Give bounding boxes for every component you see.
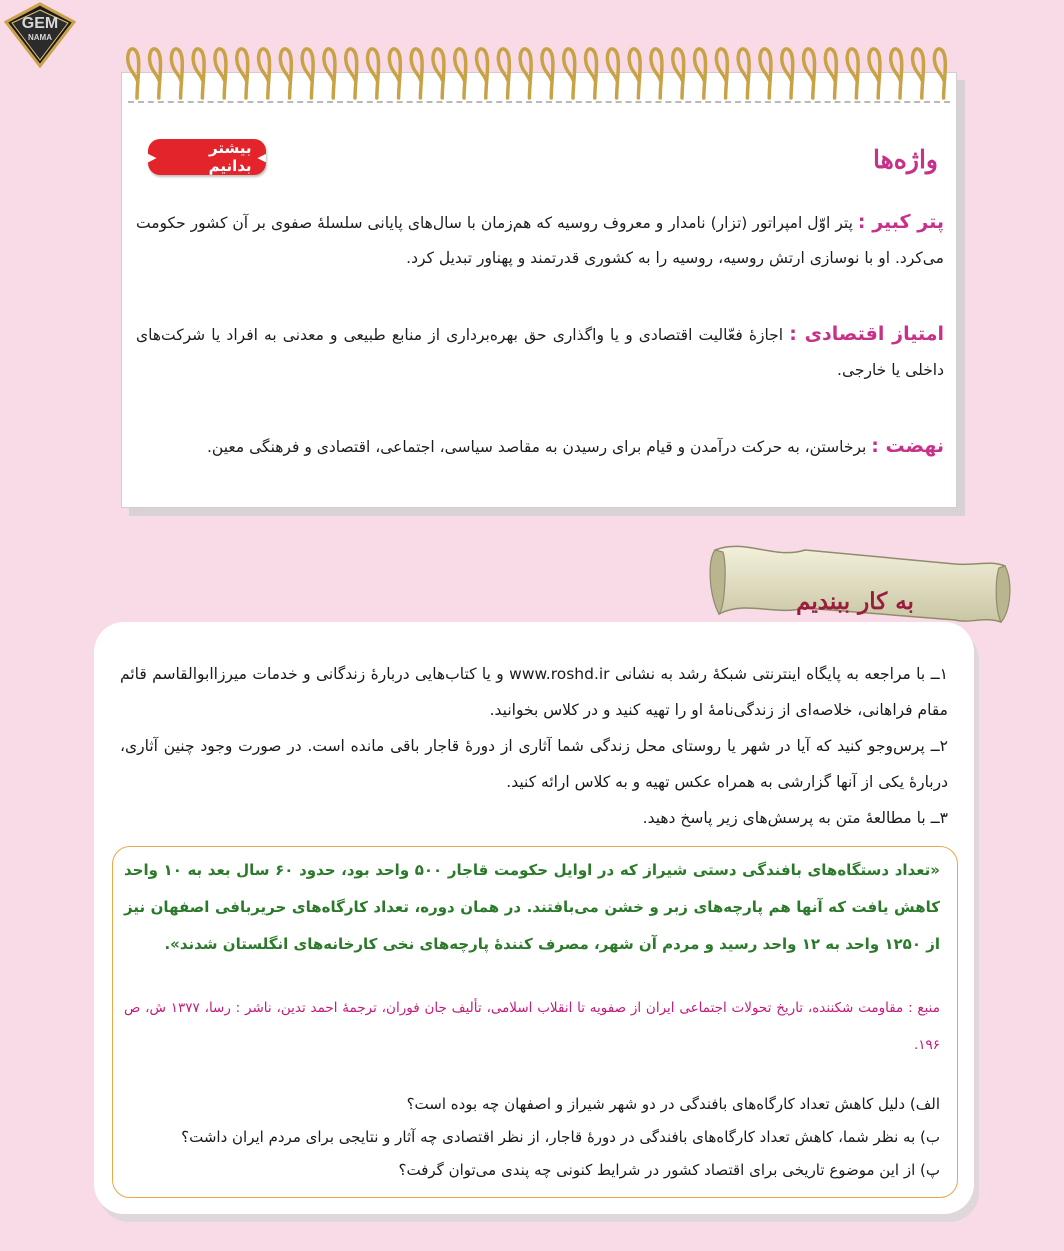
spiral-ring — [498, 49, 509, 98]
activity-item: ۳ــ با مطالعهٔ متن به پرسش‌های زیر پاسخ دهید. — [642, 809, 948, 827]
badge-left-arrow-icon: ▶ — [148, 150, 157, 164]
spiral-ring — [520, 49, 531, 98]
glossary-term: امتیاز اقتصادی : — [789, 323, 944, 345]
spiral-ring — [869, 49, 880, 98]
spiral-ring — [477, 49, 488, 98]
activity-list — [120, 656, 948, 836]
question-item: ب) به نظر شما، کاهش تعداد کارگاه‌های بافندگی در دورهٔ قاجار، از نظر اقتصادی چه آثار و نتایجی برای مردم ایران داشت؟ — [181, 1128, 940, 1146]
learn-more-label: بیشتر بدانیم — [208, 139, 252, 175]
spiral-ring — [586, 49, 597, 98]
gem-nama-logo — [4, 2, 76, 68]
question-item: پ) از این موضوع تاریخی برای اقتصاد کشور در شرایط کنونی چه پندی می‌توان گرفت؟ — [398, 1161, 940, 1179]
glossary-term: پتر کبیر : — [857, 211, 945, 233]
spiral-ring — [760, 49, 771, 98]
spiral-ring — [695, 49, 706, 98]
spiral-ring — [782, 49, 793, 98]
learn-more-badge — [148, 139, 266, 175]
spiral-ring — [237, 49, 248, 98]
spiral-ring — [825, 49, 836, 98]
glossary-entry — [136, 317, 944, 388]
spiral-ring — [804, 49, 815, 98]
spiral-ring — [411, 49, 422, 98]
spiral-ring — [128, 49, 139, 98]
quote-source: منبع : مقاومت شکننده، تاریخ تحولات اجتماعی ایران از صفویه تا انقلاب اسلامی، تألیف جان فوران، ترجمهٔ احمد تدین، ناشر : رسا، ۱۳۷۷ ش، ص ۱۹۶. — [124, 1000, 940, 1053]
spiral-ring — [215, 49, 226, 98]
spiral-ring — [389, 49, 400, 98]
spiral-ring — [324, 49, 335, 98]
spiral-ring — [913, 49, 924, 98]
spiral-ring — [564, 49, 575, 98]
spiral-ring — [433, 49, 444, 98]
spiral-ring — [346, 49, 357, 98]
spiral-ring — [542, 49, 553, 98]
spiral-ring — [171, 49, 182, 98]
activities-banner-title: به کار ببندیم — [796, 588, 914, 615]
activity-item: ۱ــ با مراجعه به پایگاه اینترنتی شبکهٔ رشد به نشانی www.roshd.ir و یا کتاب‌هایی دربارهٔ زندگانی و خدمات میرزاابوالقاسم قائم مقام فراهانی، خلاصه‌ای از زندگی‌نامهٔ او را تهیه کنید و در کلاس بخوانید. — [120, 665, 948, 719]
glossary-definition: برخاستن، به حرکت درآمدن و قیام برای رسیدن به مقاصد سیاسی، اجتماعی، اقتصادی و فرهنگی معین. — [206, 438, 867, 456]
spiral-ring — [280, 49, 291, 98]
spiral-ring — [455, 49, 466, 98]
glossary-entry — [136, 205, 944, 276]
spiral-ring — [629, 49, 640, 98]
question-list — [124, 1088, 940, 1187]
glossary-notebook — [121, 72, 957, 508]
badge-right-arrow-icon: ◀ — [257, 150, 266, 164]
spiral-ring — [847, 49, 858, 98]
glossary-term: نهضت : — [871, 435, 944, 457]
spiral-ring — [738, 49, 749, 98]
logo-top-text: GEM — [21, 15, 59, 32]
spiral-ring — [716, 49, 727, 98]
spiral-ring — [193, 49, 204, 98]
glossary-definition: اجازهٔ فعّالیت اقتصادی و یا واگذاری حق بهره‌برداری از منابع طبیعی و معدنی به افراد یا شرکت‌های داخلی یا خارجی. — [136, 326, 944, 379]
glossary-entry — [136, 429, 944, 465]
spiral-ring — [607, 49, 618, 98]
question-item: الف) دلیل کاهش تعداد کارگاه‌های بافندگی در دو شهر شیراز و اصفهان چه بوده است؟ — [406, 1095, 940, 1113]
logo-bottom-text: NAMA — [28, 33, 52, 42]
glossary-definition: پتر اوّل امپراتور (تزار) نامدار و معروف روسیه که هم‌زمان با سال‌های پایانی سلسلهٔ صفوی بر آن کشور حکومت می‌کرد. او با نوسازی ارتش روسیه، روسیه را به کشوری قدرتمند و پهناور تبدیل کرد. — [136, 214, 944, 267]
spiral-ring — [673, 49, 684, 98]
spiral-ring — [302, 49, 313, 98]
spiral-ring — [259, 49, 270, 98]
spiral-binding — [118, 36, 960, 116]
spiral-ring — [150, 49, 161, 98]
spiral-ring — [891, 49, 902, 98]
glossary-title: واژه‌ها — [873, 145, 938, 174]
spiral-ring — [934, 49, 945, 98]
spiral-ring — [651, 49, 662, 98]
activity-item: ۲ــ پرس‌وجو کنید که آیا در شهر یا روستای محل زندگی شما آثاری از دورهٔ قاجار باقی مانده است. در صورت وجود چنین آثاری، دربارهٔ یکی از آنها گزارشی به همراه عکس تهیه و به کلاس ارائه کنید. — [120, 737, 948, 791]
quote-text: «تعداد دستگاه‌های بافندگی دستی شیراز که در اوایل حکومت قاجار ۵۰۰ واحد بود، حدود ۶۰ سال بعد به ۱۰ واحد کاهش یافت که آنها هم پارچه‌های زبر و خشن می‌بافتند. در همان دوره، تعداد کارگاه‌های حریربافی اصفهان نیز از ۱۲۵۰ واحد به ۱۲ واحد رسید و مردم آن شهر، مصرف کنندهٔ پارچه‌های نخی کارخانه‌های انگلستان شدند». — [124, 861, 940, 953]
spiral-ring — [368, 49, 379, 98]
